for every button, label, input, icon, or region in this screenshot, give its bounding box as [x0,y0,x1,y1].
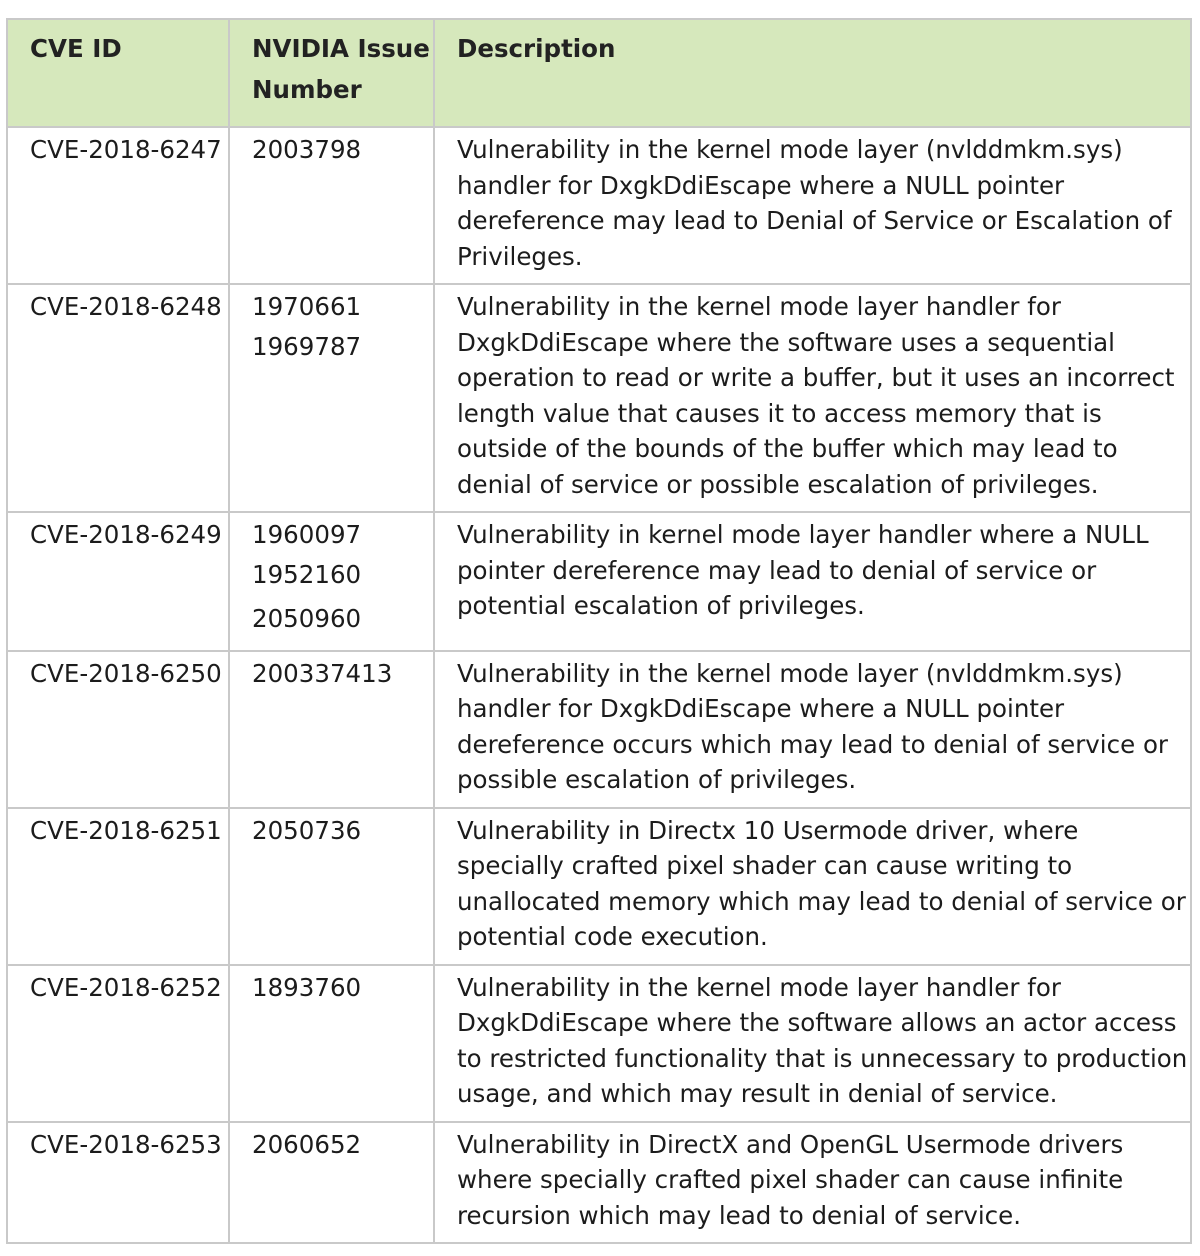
cve-id-cell: CVE-2018-6250 [7,651,229,808]
table-row [7,1122,1191,1244]
issue-number: 1970661 [252,292,362,321]
cve-id-cell: CVE-2018-6247 [7,127,229,284]
issue-number-cell [229,808,434,965]
issue-number: 2060652 [252,1129,362,1159]
issue-number: 1952160 [252,559,362,589]
table-row [7,651,1191,808]
cve-id-cell: CVE-2018-6252 [7,965,229,1122]
cve-id-cell: CVE-2018-6251 [7,808,229,965]
cut-off-title-fragment [0,0,1200,18]
header-description: Description [434,19,1191,127]
table-header-row [7,19,1191,127]
description-cell: Vulnerability in the kernel mode layer handler for DxgkDdiEscape where the software uses a sequential operation to read or write a buffer, but it uses an incorrect length value that causes it to access memory that is outside of the bounds of the buffer which may lead to denial of service or possible escalation of privileges. [434,284,1191,512]
issue-number-cell [229,284,434,512]
issue-number: 2003798 [252,135,362,164]
cve-table [6,18,1192,1244]
description-cell: Vulnerability in DirectX and OpenGL Usermode drivers where specially crafted pixel shader can cause infinite recursion which may lead to denial of service. [434,1122,1191,1244]
issue-number-cell [229,651,434,808]
header-issue-number: NVIDIA Issue Number [229,19,434,127]
issue-number: 1960097 [252,520,362,549]
issue-number-cell [229,512,434,651]
issue-number-cell [229,127,434,284]
issue-number-cell [229,1122,434,1244]
table-row [7,284,1191,512]
cve-id-cell: CVE-2018-6248 [7,284,229,512]
description-cell: Vulnerability in the kernel mode layer (nvlddmkm.sys) handler for DxgkDdiEscape where a NULL pointer dereference may lead to Denial of Service or Escalation of Privileges. [434,127,1191,284]
issue-number: 1893760 [252,972,362,1002]
table-row [7,512,1191,651]
issue-number: 2050736 [252,815,362,845]
table-row [7,808,1191,965]
issue-number: 200337413 [252,658,393,688]
cve-id-cell: CVE-2018-6253 [7,1122,229,1244]
description-cell: Vulnerability in kernel mode layer handler where a NULL pointer dereference may lead to denial of service or potential escalation of privileges. [434,512,1191,651]
issue-number: 2050960 [252,603,362,633]
table-row [7,127,1191,284]
cve-id-cell: CVE-2018-6249 [7,512,229,651]
table-row [7,965,1191,1122]
issue-number: 1969787 [252,331,362,361]
description-cell: Vulnerability in the kernel mode layer (nvlddmkm.sys) handler for DxgkDdiEscape where a NULL pointer dereference occurs which may lead to denial of service or possible escalation of privileges. [434,651,1191,808]
description-cell: Vulnerability in the kernel mode layer handler for DxgkDdiEscape where the software allows an actor access to restricted functionality that is unnecessary to production usage, and which may result in denial of service. [434,965,1191,1122]
issue-number-cell [229,965,434,1122]
header-cve-id: CVE ID [7,19,229,127]
description-cell: Vulnerability in Directx 10 Usermode driver, where specially crafted pixel shader can cause writing to unallocated memory which may lead to denial of service or potential code execution. [434,808,1191,965]
